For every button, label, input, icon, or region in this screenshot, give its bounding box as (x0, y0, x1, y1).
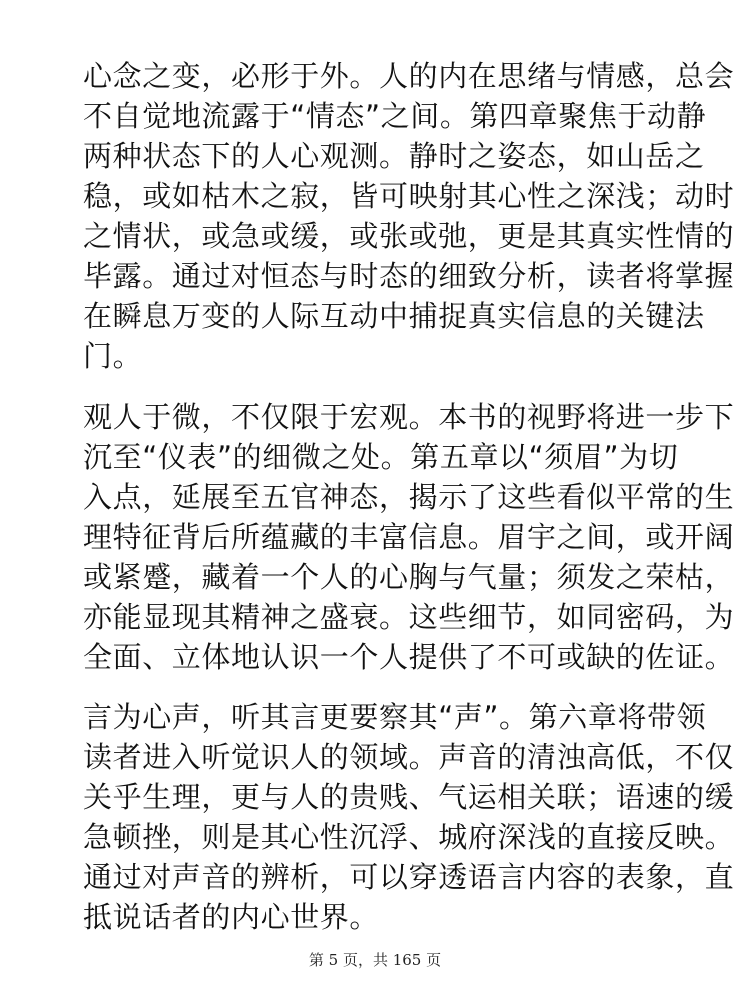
text-line: 通过对声音的辨析，可以穿透语言内容的表象，直 (83, 860, 735, 894)
page-indicator: 第 5 页，共 165 页 (308, 951, 442, 969)
text-line: 抵说话者的内心世界。 (83, 900, 380, 934)
page-footer (0, 950, 750, 970)
text-line: 全面、立体地认识一个人提供了不可或缺的佐证。 (83, 640, 735, 674)
text-line: 沉至“仪表”的细微之处。第五章以“须眉”为切 (83, 440, 679, 474)
text-line: 亦能显现其精神之盛衰。这些细节，如同密码，为 (83, 600, 735, 634)
text-line: 或紧蹙，藏着一个人的心胸与气量；须发之荣枯， (83, 560, 735, 594)
paragraph-3 (83, 697, 735, 937)
body-text (83, 56, 735, 937)
text-line: 不自觉地流露于“情态”之间。第四章聚焦于动静 (83, 99, 707, 133)
text-line: 读者进入听觉识人的领域。声音的清浊高低，不仅 (83, 740, 735, 774)
text-line: 观人于微，不仅限于宏观。本书的视野将进一步下 (83, 400, 735, 434)
paragraph-2 (83, 397, 735, 677)
paragraph-1 (83, 56, 735, 376)
text-line: 之情状，或急或缓，或张或弛，更是其真实性情的 (83, 219, 735, 253)
text-line: 毕露。通过对恒态与时态的细致分析，读者将掌握 (83, 259, 735, 293)
text-line: 急顿挫，则是其心性沉浮、城府深浅的直接反映。 (83, 820, 735, 854)
text-line: 入点，延展至五官神态，揭示了这些看似平常的生 (83, 480, 735, 514)
text-line: 在瞬息万变的人际互动中捕捉真实信息的关键法 (83, 299, 705, 333)
text-line: 关乎生理，更与人的贵贱、气运相关联；语速的缓 (83, 780, 735, 814)
text-line: 理特征背后所蕴藏的丰富信息。眉宇之间，或开阔 (83, 520, 735, 554)
text-line: 门。 (83, 339, 143, 373)
text-line: 稳，或如枯木之寂，皆可映射其心性之深浅；动时 (83, 179, 735, 213)
text-line: 言为心声，听其言更要察其“声”。第六章将带领 (83, 700, 707, 734)
text-line: 心念之变，必形于外。人的内在思绪与情感，总会 (83, 59, 735, 93)
text-line: 两种状态下的人心观测。静时之姿态，如山岳之 (83, 139, 705, 173)
